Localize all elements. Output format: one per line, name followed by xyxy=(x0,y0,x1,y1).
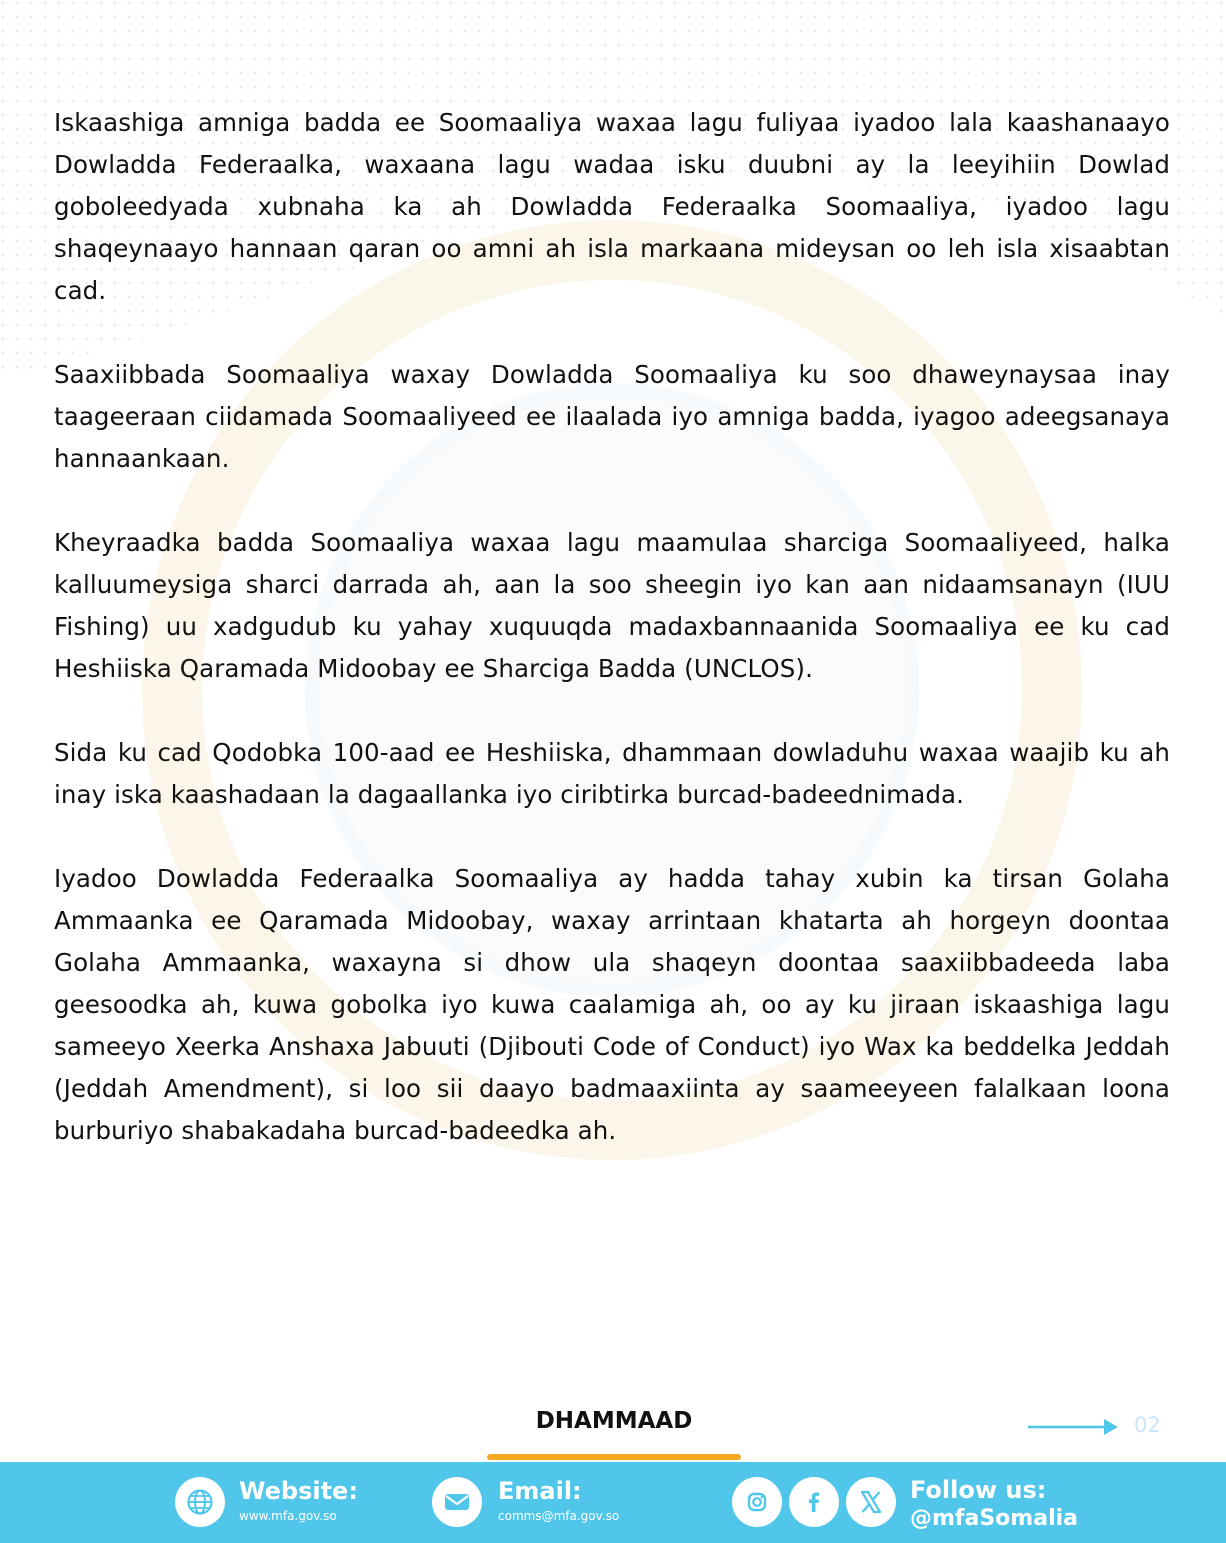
paragraph-3: Kheyraadka badda Soomaaliya waxaa lagu maamulaa sharciga Soomaaliyeed, halka kalluumeysiga sharci darrada ah, aan la soo sheegin iyo kan aan nidaamsanayn (IUU Fishing) uu xadgudub ku yahay xuquuqda madaxbannaanida Soomaaliya ee ku cad Heshiiska Qaramada Midoobay ee Sharciga Badda (UNCLOS). xyxy=(54,528,1170,683)
website-title: Website: xyxy=(239,1477,358,1505)
arrow-right-icon xyxy=(1028,1416,1120,1438)
follow-handle[interactable]: @mfaSomalia xyxy=(910,1506,1078,1531)
follow-title: Follow us: xyxy=(910,1476,1047,1504)
facebook-icon[interactable] xyxy=(789,1477,839,1527)
footer-bar xyxy=(0,1462,1226,1543)
website-url[interactable]: www.mfa.gov.so xyxy=(239,1509,337,1523)
instagram-icon[interactable] xyxy=(732,1477,782,1527)
end-label: DHAMMAAD xyxy=(535,1408,693,1434)
paragraph-5: Iyadoo Dowladda Federaalka Soomaaliya ay hadda tahay xubin ka tirsan Golaha Ammaanka ee Qaramada Midoobay, waxay arrintaan khatarta ah horgeyn doontaa Golaha Ammaanka, waxayna si dhow ula shaqeyn doontaa saaxiibbadeeda laba geesoodka ah, kuwa gobolka iyo kuwa caalamiga ah, oo ay ku jiraan iskaashiga lagu sameeyo Xeerka Anshaxa Jabuuti (Djibouti Code of Conduct) iyo Wax ka beddelka Jeddah (Jeddah Amendment), si loo sii daayo badmaaxiinta ay saameeyeen falalkaan loona burburiyo shabakadaha burcad-badeedka ah. xyxy=(54,864,1170,1145)
paragraph-4: Sida ku cad Qodobka 100-aad ee Heshiiska, dhammaan dowladuhu waxaa waajib ku ah inay iska kaashadaan la dagaallanka iyo ciribtirka burcad-badeednimada. xyxy=(54,738,1170,809)
page-number: 02 xyxy=(1134,1413,1161,1437)
email-title: Email: xyxy=(498,1477,582,1505)
globe-icon xyxy=(175,1477,225,1527)
end-underline xyxy=(487,1454,741,1460)
paragraph-2: Saaxiibbada Soomaaliya waxay Dowladda Soomaaliya ku soo dhaweynaysaa inay taageeraan ciidamada Soomaaliyeed ee ilaalada iyo amniga badda, iyagoo adeegsanaya hannaankaan. xyxy=(54,360,1170,473)
x-icon[interactable] xyxy=(846,1477,896,1527)
footer-email[interactable] xyxy=(432,1462,652,1543)
footer-website[interactable] xyxy=(175,1462,375,1543)
paragraph-1: Iskaashiga amniga badda ee Soomaaliya waxaa lagu fuliyaa iyadoo lala kaashanaayo Dowladda Federaalka, waxaana lagu wadaa isku duubni ay la leeyihiin Dowlad goboleedyada xubnaha ka ah Dowladda Federaalka Soomaaliya, iyadoo lagu shaqeynaayo hannaan qaran oo amni ah isla markaana mideysan oo leh isla xisaabtan cad. xyxy=(54,108,1170,305)
email-address[interactable]: comms@mfa.gov.so xyxy=(498,1509,620,1523)
mail-icon xyxy=(432,1477,482,1527)
document-body xyxy=(54,102,1170,1194)
